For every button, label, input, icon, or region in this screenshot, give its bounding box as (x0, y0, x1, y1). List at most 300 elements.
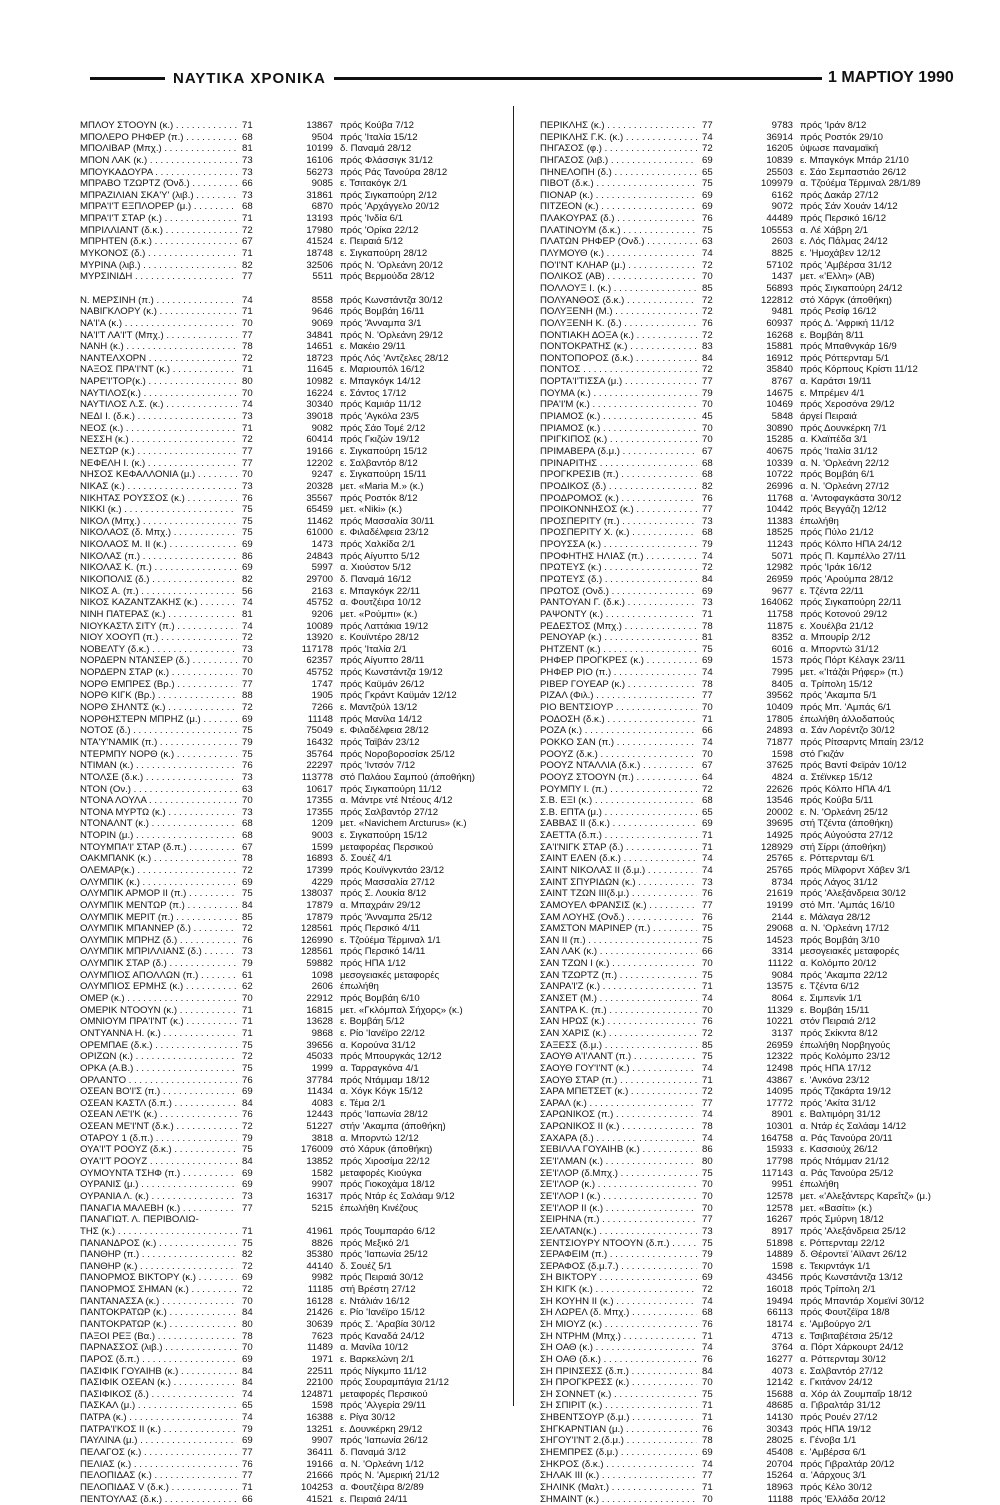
ship-row (80, 155, 505, 167)
tonnage: 43456 (766, 1272, 793, 1284)
ship-name: ΠΕΡΙΚΛΗΣ Γ.Κ. (κ.) . . . (540, 132, 697, 144)
ship-position: πρός Σιγκαπούρη 22/11 (800, 597, 902, 609)
ship-row (540, 1400, 960, 1412)
ship-position: μετ. «'Ελλη» (ΑΒ) (800, 271, 875, 283)
ship-position: ε. Τσιτακόγκ 2/1 (340, 178, 408, 190)
ship-name: ΠΑΞΟΙ ΡΕΞ (Βα.) . . . (80, 1331, 237, 1343)
ship-position: πρός Πειραιά 30/12 (340, 1272, 424, 1284)
ship-name: ΝΑΞΟΣ ΠΡΑ'Ι'ΝΤ (κ.) . . . (80, 364, 237, 376)
ship-position: πρός Σκίκντα 8/12 (800, 1027, 878, 1039)
ship-row (80, 807, 505, 819)
ship-position: πρός Τρίπολη 2/1 (800, 1284, 876, 1296)
ship-name: ΝΙΚΗΤΑΣ ΡΟΥΣΣΟΣ (κ.) . . . (80, 493, 237, 505)
ship-position: πρός Ντάμμαν 21/12 (800, 1156, 889, 1168)
ship-row (540, 830, 960, 842)
ship-name: ΠΡΙΓΚΙΠΟΣ (κ.) . . . (540, 434, 697, 446)
build-year: 76 (702, 911, 713, 923)
ship-position: ε. Μαριουπόλ 16/12 (340, 364, 425, 376)
build-year: 75 (702, 923, 713, 935)
ship-row (80, 900, 505, 912)
ship-position: πρός Κόλπο ΗΠΑ 4/1 (800, 783, 892, 795)
build-year: 72 (702, 783, 713, 795)
ship-position: πρός 'Ιαπωνία 28/12 (340, 1109, 428, 1121)
tonnage: 19166 (306, 1458, 333, 1470)
ship-position: πρός Ρουέν 27/12 (800, 1412, 878, 1424)
ship-row (540, 865, 960, 877)
ship-row (80, 423, 505, 435)
ship-name: ΣΑΝ ΙΙ (π.) . . . (540, 935, 697, 947)
ship-position: α. Κολόμπο 20/12 (800, 958, 877, 970)
build-year: 72 (242, 1284, 253, 1296)
ship-row (540, 132, 960, 144)
ship-name: ΠΑΣΙΦΙΚΟΣ (δ.) . . . (80, 1389, 237, 1401)
ship-name: ΝΕΔΙ Ι. (δ.κ.) . . . (80, 411, 237, 423)
tonnage: 36411 (307, 1447, 333, 1459)
ship-name: ΟΣΕΑΝ ΒΟ'Ι'Σ (π.) . . . (80, 1086, 237, 1098)
tonnage: 6016 (771, 643, 793, 655)
ship-name: ΝΕΣΤΩΡ (κ.) . . . (80, 446, 237, 458)
ship-row (80, 1051, 505, 1063)
ship-row (540, 1261, 960, 1273)
ship-name: ΠΛΑΚΟΥΡΑΣ (δ.) . . . (540, 213, 697, 225)
ship-name: ΠΑΝΑΓΙΩΤ. Λ. ΠΕΡΙΒΟΛΙΩ- (80, 1214, 199, 1226)
build-year: 84 (242, 1377, 253, 1389)
build-year: 84 (702, 352, 713, 364)
ship-name: ΡΕΔΕΣΤΟΣ (Μπχ.) . . . (540, 621, 697, 633)
ship-row (540, 1377, 960, 1389)
tonnage: 17355 (306, 795, 333, 807)
ship-row (80, 1424, 505, 1436)
ship-position: πρός 'Ιντσόν 7/12 (340, 760, 416, 772)
ship-name: ΝΟΡΘ ΚΙΓΚ (Βρ.) . . . (80, 690, 237, 702)
ship-name: Ν. ΜΕΡΣΙΝΗ (π.) . . . (80, 295, 237, 307)
build-year: 69 (242, 1167, 253, 1179)
ship-position: πρός Βαντί Φεϊράν 10/12 (800, 760, 907, 772)
build-year: 72 (242, 434, 253, 446)
ship-row (80, 1144, 505, 1156)
ship-position: πρός Καμιάρ 11/12 (340, 399, 422, 411)
ship-row (540, 1482, 960, 1494)
ship-row (80, 842, 505, 854)
tonnage: 9072 (771, 201, 793, 213)
tonnage: 40675 (766, 445, 793, 457)
ship-row (540, 1144, 960, 1156)
ship-name: ΠΑΝΑΓΙΑ ΜΑΛΕΒΗ (κ.) . . . (80, 1203, 237, 1215)
build-year: 69 (242, 1353, 253, 1365)
build-year: 80 (242, 1318, 253, 1330)
ship-name: ΣΑΡΩΝΙΚΟΣ ΙΙ (κ.) . . . (540, 1121, 697, 1133)
tonnage: 105553 (760, 224, 793, 236)
ship-name: ΣΗΒΕΝΤΣΟΥΡ (δ.μ.) . . . (540, 1412, 697, 1424)
ship-position: πρός Δουνκέρκη 7/1 (800, 422, 887, 434)
ship-row (540, 1284, 960, 1296)
tonnage: 14095 (766, 1086, 793, 1098)
ship-name: ΟΥΡΑΝΙΑ Λ. (κ.) . . . (80, 1191, 237, 1203)
tonnage: 10409 (766, 702, 793, 714)
tonnage: 113778 (301, 771, 333, 783)
build-year: 71 (702, 841, 713, 853)
ship-row (80, 1075, 505, 1087)
ship-row (540, 1063, 960, 1075)
ship-row (540, 795, 960, 807)
build-year: 77 (702, 1470, 713, 1482)
ship-name: ΝΤΟΝ (Ον.) . . . (80, 784, 237, 796)
ship-row (80, 923, 505, 935)
tonnage: 9247 (311, 469, 333, 481)
ship-row (540, 330, 960, 342)
tonnage: 48685 (766, 1400, 793, 1412)
build-year: 77 (702, 1214, 713, 1226)
build-year: 75 (242, 888, 253, 900)
tonnage: 12202 (306, 457, 333, 469)
ship-name: ΟΝΤΥΑΝΝΑ Η. (κ.) . . . (80, 1028, 237, 1040)
tonnage: 17980 (306, 224, 333, 236)
tonnage: 18723 (306, 352, 333, 364)
ship-row (80, 853, 505, 865)
tonnage: 19199 (766, 899, 793, 911)
ship-row (540, 958, 960, 970)
build-year: 74 (242, 620, 253, 632)
ship-name: ΣΑΝ ΤΖΩΝ Ι (κ.) . . . (540, 958, 697, 970)
build-year: 73 (242, 189, 253, 201)
ship-name: ΠΑΣΙΦΙΚ ΓΟΥΑΙΗΒ (κ.) . . . (80, 1366, 237, 1378)
ship-row (80, 865, 505, 877)
build-year: 74 (242, 1388, 253, 1400)
tonnage: 12982 (766, 562, 793, 574)
ship-name: ΠΟΛΥΑΝΘΟΣ (δ.κ.) . . . (540, 295, 697, 307)
ship-row (80, 1377, 505, 1389)
ship-name: ΣΗ ΜΙΟΥΖ (κ.) . . . (540, 1319, 697, 1331)
build-year: 70 (242, 993, 253, 1005)
build-year: 76 (242, 492, 253, 504)
tonnage: 5848 (771, 411, 793, 423)
tonnage: 4824 (771, 771, 793, 783)
ship-position: πρός Ν. 'Ορλεάνη 20/12 (340, 259, 443, 271)
ship-name: ΟΥΡΑΝΙΣ (μ.) . . . (80, 1179, 237, 1191)
tonnage: 11329 (767, 1004, 793, 1016)
ship-name: ΠΡΟΓΚΡΕΣΙΒ (π.) . . . (540, 469, 697, 481)
build-year: 75 (702, 178, 713, 190)
ship-position: ε. Τζέντα 22/11 (800, 585, 864, 597)
ship-position: α. Ράς Τανούρα 25/12 (800, 1167, 894, 1179)
tonnage: 13628 (306, 1016, 333, 1028)
build-year: 78 (702, 620, 713, 632)
ship-position: α. Τρίπολη 15/12 (800, 678, 873, 690)
ship-position: πρός Δακάρ 27/12 (800, 189, 879, 201)
ship-position: ε. Ρίγα 30/12 (340, 1412, 396, 1424)
ship-position: στό Γκιζάν (800, 748, 844, 760)
ship-name: ΝΤΟΝΑ ΜΥΡΤΩ (κ.) . . . (80, 807, 237, 819)
ship-position: στό Χάρυκ (άποθήκη) (340, 1144, 433, 1156)
build-year: 69 (702, 189, 713, 201)
tonnage: 9085 (311, 178, 333, 190)
tonnage: 37625 (766, 760, 793, 772)
ship-position: πρός Κολόμπο 23/12 (800, 1051, 891, 1063)
ship-position: ε. Γένοβα 1/1 (800, 1435, 857, 1447)
ship-name: ΟΜΕΡΙΚ ΝΤΟΟΥΝ (κ.) . . . (80, 1005, 237, 1017)
tonnage: 10469 (766, 399, 793, 411)
ship-position: στόν Πειραιά 2/12 (800, 1016, 876, 1028)
ship-row (540, 737, 960, 749)
tonnage: 51227 (306, 1121, 333, 1133)
build-year: 73 (242, 643, 253, 655)
ship-position: πρός Κόρπους Κρίστι 11/12 (800, 364, 918, 376)
ship-name: ΠΡΟΣΠΕΡΙΤΥ (π.) . . . (540, 516, 697, 528)
build-year: 75 (242, 1237, 253, 1249)
build-year: 67 (702, 760, 713, 772)
ship-position: πρός Γκιζών 19/12 (340, 434, 420, 446)
build-year: 74 (242, 1412, 253, 1424)
ship-name: ΝΙΟΥΚΑΣΤΛ ΣΙΤΥ (π.) . . . (80, 621, 237, 633)
build-year: 70 (242, 655, 253, 667)
tonnage: 45752 (306, 667, 333, 679)
ship-row (80, 1342, 505, 1354)
ship-row (80, 935, 505, 947)
ship-name: ΝΤΟΛΣΕ (δ.κ.) . . . (80, 772, 237, 784)
tonnage: 13575 (766, 981, 793, 993)
ship-position: πρός Φουτζέϊρα 18/8 (800, 1307, 890, 1319)
ship-name: ΣΗ ΣΟΝΝΕΤ (κ.) . . . (540, 1389, 697, 1401)
tonnage: 10339 (766, 457, 793, 469)
tonnage: 10442 (766, 504, 793, 516)
build-year: 86 (242, 550, 253, 562)
ship-position: ε. Μακέιο 29/11 (340, 341, 406, 353)
ship-name: ΠΡΙΜΑΒΕΡΑ (δ.μ.) . . . (540, 446, 697, 458)
ship-name: ΣΗΜΑΙΝΤ (κ.) . . . (540, 1494, 697, 1505)
tonnage: 1999 (311, 1062, 333, 1074)
build-year: 77 (242, 457, 253, 469)
tonnage: 20002 (766, 806, 793, 818)
build-year: 73 (242, 480, 253, 492)
ship-row (80, 1366, 505, 1378)
ship-position: πρός Λός 'Αντζελες 28/12 (340, 352, 449, 364)
ship-row (80, 1400, 505, 1412)
tonnage: 8405 (771, 678, 793, 690)
tonnage: 3764 (771, 1342, 793, 1354)
ship-name: ΡΟΥΜΠΥ Ι. (π.) . . . (540, 784, 697, 796)
ship-row (540, 1494, 960, 1505)
ship-name: ΡΟΟΥΖ ΣΤΟΟΥΝ (π.) . . . (540, 772, 697, 784)
ship-name: ΝΑΝΗ (κ.) . . . (80, 341, 237, 353)
ship-position: πρός Νίγκμπο 11/12 (340, 1365, 427, 1377)
ship-name: ΝΟΡΘ ΣΗΛΝΤΣ (κ.) . . . (80, 702, 237, 714)
ship-name: ΡΗΦΕΡ ΠΡΟΓΚΡΕΣ (κ.) . . . (540, 655, 697, 667)
ship-name: ΝΤΑ'Υ'ΝΑΜΙΚ (π.) . . . (80, 737, 237, 749)
build-year: 77 (702, 1097, 713, 1109)
ship-row (540, 469, 960, 481)
build-year: 69 (242, 1435, 253, 1447)
build-year: 76 (702, 317, 713, 329)
ship-position: ε. Φιλαδέλφεια 23/12 (340, 527, 429, 539)
ship-row (540, 1040, 960, 1052)
tonnage: 16128 (306, 1295, 333, 1307)
build-year: 78 (242, 1330, 253, 1342)
ship-row (80, 632, 505, 644)
build-year: 70 (702, 1004, 713, 1016)
build-year: 69 (702, 154, 713, 166)
ship-row (540, 318, 960, 330)
ship-position: έπωλήθη (800, 515, 839, 527)
tonnage: 9677 (771, 585, 793, 597)
tonnage: 8558 (311, 294, 333, 306)
ship-position: α. Μπορντώ 31/12 (800, 643, 879, 655)
ship-position: στό Χάργκ (άποθήκη) (800, 294, 892, 306)
tonnage: 10982 (306, 376, 333, 388)
ship-position: πρός Ρόττερνταμ 5/1 (800, 352, 890, 364)
ship-position: α. Μανίλα 10/12 (340, 1342, 409, 1354)
build-year: 65 (702, 166, 713, 178)
ship-position: έπωλήθη (800, 1179, 839, 1191)
build-year: 70 (702, 422, 713, 434)
ship-position: πρός Ντάρ ές Σαλάαμ 9/12 (340, 1190, 455, 1202)
tonnage: 9481 (771, 306, 793, 318)
ship-row (540, 1098, 960, 1110)
build-year: 73 (242, 806, 253, 818)
build-year: 69 (242, 562, 253, 574)
build-year: 74 (702, 853, 713, 865)
tonnage: 9003 (311, 830, 333, 842)
ship-name: ΣΑΝ ΗΡΩΣ (κ.) . . . (540, 1016, 697, 1028)
ship-row (80, 1354, 505, 1366)
ship-name: ΜΠΡΑ'Ι'Τ ΣΤΑΡ (κ.) . . . (80, 213, 237, 225)
ship-row (80, 818, 505, 830)
ship-position: πρός Νοροβοροσίσκ 25/12 (340, 748, 455, 760)
ship-position: πρός ΗΠΑ 19/12 (800, 1423, 872, 1435)
tonnage: 19166 (306, 445, 333, 457)
tonnage: 14889 (766, 1249, 793, 1261)
ship-name: ΠΑΣΙΦΙΚ ΟΣΕΑΝ (κ.) . . . (80, 1377, 237, 1389)
ship-name: ΝΕΣΣΗ (κ.) . . . (80, 434, 237, 446)
build-year: 72 (702, 562, 713, 574)
build-year: 75 (242, 527, 253, 539)
ship-name: ΠΛΥΜΟΥΘ (κ.) . . . (540, 248, 697, 260)
build-year: 66 (702, 946, 713, 958)
tonnage: 17879 (306, 911, 333, 923)
ship-name: ΝΙΚΟΛΑΟΣ Μ. ΙΙ (κ.) . . . (80, 539, 237, 551)
build-year: 78 (702, 1121, 713, 1133)
ship-name: ΠΛΑΤΙΝΟΥΜ (δ.κ.) . . . (540, 225, 697, 237)
ship-name: ΝΤΟΡΙΝ (μ.) . . . (80, 830, 237, 842)
tonnage: 35380 (306, 1249, 333, 1261)
ship-row (80, 586, 505, 598)
build-year: 67 (242, 236, 253, 248)
ship-position: άργεί Πειραιά (800, 411, 857, 423)
ship-row (540, 946, 960, 958)
ship-row (80, 178, 505, 190)
tonnage: 20704 (766, 1458, 793, 1470)
ship-position: πρός 'Ιταλία 15/12 (340, 131, 418, 143)
tonnage: 9082 (311, 422, 333, 434)
build-year: 69 (702, 818, 713, 830)
build-year: 71 (242, 1004, 253, 1016)
tonnage: 1437 (771, 271, 793, 283)
ship-position: ε. Μάλαγα 28/12 (800, 911, 871, 923)
tonnage: 13546 (766, 795, 793, 807)
ship-row (540, 236, 960, 248)
tonnage: 10722 (766, 469, 793, 481)
ship-position: πρός Περσικό 4/11 (340, 923, 421, 935)
ship-row (80, 760, 505, 772)
ship-row (80, 364, 505, 376)
build-year: 76 (702, 1318, 713, 1330)
ship-position: πρός 'Άνναμπα 25/12 (340, 911, 433, 923)
ship-position: στή Βρέστη 27/12 (340, 1284, 416, 1296)
ship-row (540, 1028, 960, 1040)
ship-position: πρός Μπαθνγκάρ 16/9 (800, 341, 897, 353)
ship-row (80, 446, 505, 458)
ship-position: α. Καράτσι 19/11 (800, 376, 872, 388)
ship-position: ε. Γκιτάνον 24/12 (800, 1377, 873, 1389)
ship-row (540, 551, 960, 563)
ship-position: μετ. «'Αλεξάντερς Καρεΐτζ» (μ.) (800, 1190, 931, 1202)
build-year: 75 (242, 1144, 253, 1156)
build-year: 72 (702, 1086, 713, 1098)
build-year: 76 (702, 1016, 713, 1028)
ship-position: α. Σάν Λορέντζο 30/12 (800, 725, 895, 737)
ship-row (540, 1389, 960, 1401)
build-year: 74 (702, 1132, 713, 1144)
ship-position: α. Χόγκ Κόγκ 15/12 (340, 1086, 423, 1098)
tonnage: 39695 (766, 818, 793, 830)
tonnage: 12322 (766, 1051, 793, 1063)
build-year: 77 (242, 678, 253, 690)
tonnage: 9084 (771, 969, 793, 981)
ship-name: ΟΡΕΜΠΑΕ (δ.κ.) . . . (80, 1040, 237, 1052)
ship-row (540, 772, 960, 784)
build-year: 72 (702, 306, 713, 318)
ship-name: ΣΑΡΩΝΙΚΟΣ (π.) . . . (540, 1109, 697, 1121)
ship-position: πρός Γιοκοχάμα 18/12 (340, 1179, 435, 1191)
ship-name: ΣΕ'Ι'ΛΟΡ (κ.) . . . (540, 1179, 697, 1191)
ship-position: πρός Περσικό 14/11 (340, 946, 426, 958)
ship-position: πρός Βεγγάζη 12/12 (800, 504, 887, 516)
ship-row (540, 155, 960, 167)
ship-position: ε. Τεκιρντάγκ 1/1 (800, 1260, 871, 1272)
build-year: 76 (702, 213, 713, 225)
build-year: 77 (242, 271, 253, 283)
tonnage: 22100 (306, 1377, 333, 1389)
ship-position: πρός Σ. 'Αραβία 30/12 (340, 1318, 436, 1330)
ship-name: ΜΥΡΙΝΑ (λιβ.) . . . (80, 260, 237, 272)
tonnage: 24893 (766, 725, 793, 737)
ship-row (80, 248, 505, 260)
build-year: 66 (702, 725, 713, 737)
ship-row (80, 330, 505, 342)
build-year: 70 (702, 958, 713, 970)
tonnage: 164062 (760, 597, 793, 609)
build-year: 75 (702, 1388, 713, 1400)
tonnage: 36914 (766, 131, 793, 143)
ship-row (80, 236, 505, 248)
ship-row (540, 632, 960, 644)
tonnage: 11645 (307, 364, 333, 376)
ship-row (540, 970, 960, 982)
build-year: 88 (242, 690, 253, 702)
ship-position: πρός 'Ακίτα 31/12 (800, 1097, 876, 1109)
ship-name: ΣΑΜ ΛΟΥΗΣ (Ονδ.) . . . (540, 912, 697, 924)
ship-position: α. Ταρραγκόνα 4/1 (340, 1062, 419, 1074)
ship-name: ΣΑΜΣΤΟΝ ΜΑΡΙΝΕΡ (π.) . . . (540, 923, 697, 935)
ship-row (540, 1249, 960, 1261)
tonnage: 12578 (766, 1202, 793, 1214)
ship-position: α. 'Αντοφαγκάστα 30/12 (800, 492, 902, 504)
ship-row (540, 690, 960, 702)
ship-row (540, 353, 960, 365)
build-year: 80 (702, 1156, 713, 1168)
tonnage: 17355 (306, 806, 333, 818)
tonnage: 12142 (766, 1377, 793, 1389)
ship-name: ΠΡΟΙΚΟΝΝΗΣΟΣ (κ.) . . . (540, 504, 697, 516)
